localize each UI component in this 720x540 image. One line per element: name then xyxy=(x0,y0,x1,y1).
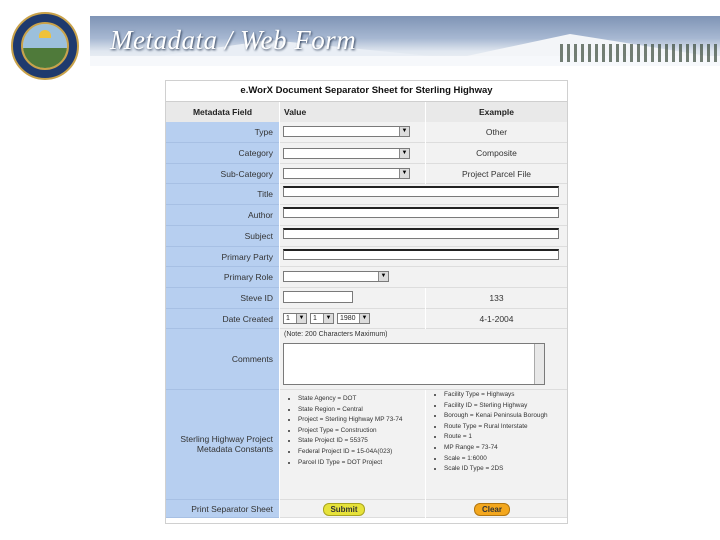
header-example: Example xyxy=(426,102,567,122)
label-constants: Sterling Highway Project Metadata Constants xyxy=(166,390,279,500)
row-date-created xyxy=(166,309,567,329)
label-date-created: Date Created xyxy=(166,309,279,329)
comments-note: (Note: 200 Characters Maximum) xyxy=(284,331,388,338)
title-input[interactable] xyxy=(283,186,559,197)
row-category xyxy=(166,143,567,164)
label-comments: Comments xyxy=(166,329,279,390)
label-primary-role: Primary Role xyxy=(166,267,279,288)
page-title: Metadata / Web Form xyxy=(110,25,357,55)
label-type: Type xyxy=(166,122,279,143)
constant-item: • Federal Project ID = 15-04A(023) xyxy=(298,447,425,458)
constant-item: • MP Range = 73-74 xyxy=(444,443,567,454)
constants-list-left xyxy=(280,394,425,468)
constant-item: • Scale = 1:6000 xyxy=(444,454,567,465)
constant-item: • Project Type = Construction xyxy=(298,426,425,437)
example-type: Other xyxy=(426,122,567,143)
row-constants xyxy=(166,390,567,500)
month-select[interactable]: 1 ▼ xyxy=(283,313,307,324)
constant-item: • State Project ID = 55375 xyxy=(298,436,425,447)
comments-textarea[interactable] xyxy=(283,343,545,385)
author-input[interactable] xyxy=(283,207,559,218)
day-select[interactable]: 1 ▼ xyxy=(310,313,334,324)
category-select[interactable] xyxy=(283,148,410,159)
chevron-down-icon: ▼ xyxy=(359,314,369,323)
row-steve-id xyxy=(166,288,567,309)
label-subcategory: Sub-Category xyxy=(166,164,279,184)
constant-item: • Parcel ID Type = DOT Project xyxy=(298,458,425,469)
label-category: Category xyxy=(166,143,279,164)
example-steve-id: 133 xyxy=(426,288,567,309)
label-steve-id: Steve ID xyxy=(166,288,279,309)
constants-list-right xyxy=(426,390,567,475)
example-subcategory: Project Parcel File xyxy=(426,164,567,184)
header-value: Value xyxy=(280,102,425,122)
chevron-down-icon: ▼ xyxy=(296,314,306,323)
clear-button[interactable]: Clear xyxy=(474,503,510,516)
label-author: Author xyxy=(166,205,279,226)
row-primary-party xyxy=(166,247,567,267)
constant-item: • Scale ID Type = 2DS xyxy=(444,464,567,475)
submit-button[interactable]: Submit xyxy=(323,503,365,516)
row-author xyxy=(166,205,567,226)
constant-item: • State Agency = DOT xyxy=(298,394,425,405)
constant-item: • Route = 1 xyxy=(444,432,567,443)
label-primary-party: Primary Party xyxy=(166,247,279,267)
constant-item: • Facility Type = Highways xyxy=(444,390,567,401)
scrollbar[interactable] xyxy=(534,344,544,384)
agency-seal-icon xyxy=(11,12,79,80)
label-title: Title xyxy=(166,184,279,205)
subject-input[interactable] xyxy=(283,228,559,239)
row-subcategory xyxy=(166,164,567,184)
row-subject xyxy=(166,226,567,247)
row-type xyxy=(166,122,567,143)
form-title: e.WorX Document Separator Sheet for Sterling Highway xyxy=(166,81,567,102)
row-primary-role xyxy=(166,267,567,288)
treeline-shape xyxy=(560,44,720,62)
chevron-down-icon: ▼ xyxy=(378,272,388,281)
constant-item: • Borough = Kenai Peninsula Borough xyxy=(444,411,567,422)
row-comments xyxy=(166,329,567,390)
subcategory-select[interactable] xyxy=(283,168,410,179)
example-category: Composite xyxy=(426,143,567,164)
label-print-separator: Print Separator Sheet xyxy=(166,500,279,518)
chevron-down-icon: ▼ xyxy=(399,127,409,136)
separator-sheet-form xyxy=(165,80,568,524)
row-title xyxy=(166,184,567,205)
constant-item: • Facility ID = Sterling Highway xyxy=(444,401,567,412)
steve-id-input[interactable] xyxy=(283,291,353,303)
constant-item: • State Region = Central xyxy=(298,405,425,416)
example-date-created: 4-1-2004 xyxy=(426,309,567,329)
type-select[interactable] xyxy=(283,126,410,137)
primary-party-input[interactable] xyxy=(283,249,559,260)
year-select[interactable]: 1980 ▼ xyxy=(337,313,370,324)
constant-item: • Project = Sterling Highway MP 73-74 xyxy=(298,415,425,426)
row-submit xyxy=(166,500,567,518)
primary-role-select[interactable] xyxy=(283,271,389,282)
chevron-down-icon: ▼ xyxy=(323,314,333,323)
constant-item: • Route Type = Rural Interstate xyxy=(444,422,567,433)
chevron-down-icon: ▼ xyxy=(399,169,409,178)
chevron-down-icon: ▼ xyxy=(399,149,409,158)
label-subject: Subject xyxy=(166,226,279,247)
header-metadata-field: Metadata Field xyxy=(166,102,279,122)
